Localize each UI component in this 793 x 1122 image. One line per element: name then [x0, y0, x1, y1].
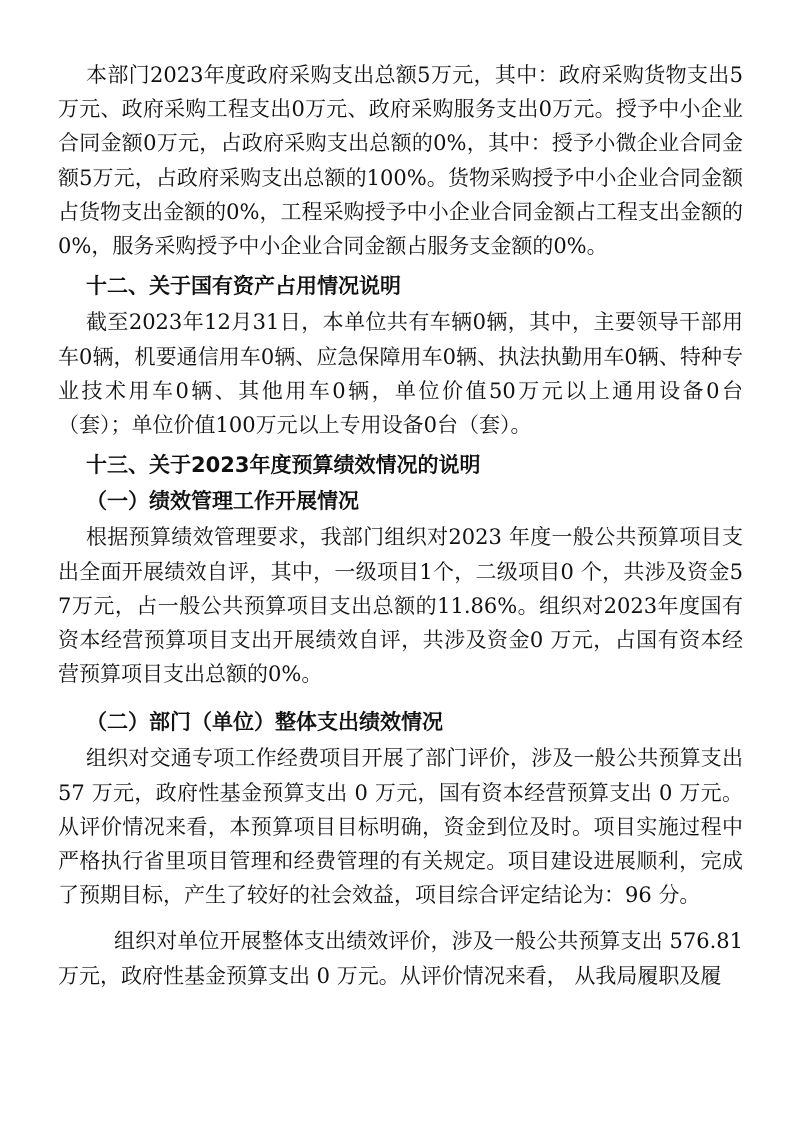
- overall-paragraph-1: 组织对交通专项工作经费项目开展了部门评价，涉及一般公共预算支出 57 万元，政府性基金预算支出 0 万元，国有资本经营预算支出 0 万元。从评价情况来看，本预算项目目标明确，资金到位及时。项目实施过程中严格执行省里项目管理和经费管理的有关规定。项目建设进展顺利，完成了预期目标，产生了较好的社会效益，项目综合评定结论为：96 分。: [58, 746, 743, 908]
- procurement-paragraph: 本部门2023年度政府采购支出总额5万元，其中：政府采购货物支出5万元、政府采购工程支出0万元、政府采购服务支出0万元。授予中小企业合同金额0万元，占政府采购支出总额的0%，其中：授予小微企业合同金额5万元，占政府采购支出总额的100%。货物采购授予中小企业合同金额占货物支出金额的0%，工程采购授予中小企业合同金额占工程支出金额的0%，服务采购授予中小企业合同金额占服务支金额的0%。: [58, 63, 743, 259]
- management-heading: （一）绩效管理工作开展情况: [86, 489, 359, 514]
- assets-heading: 十二、关于国有资产占用情况说明: [86, 274, 401, 299]
- assets-paragraph-block: [58, 305, 743, 442]
- performance-heading: 十三、关于2023年度预算绩效情况的说明: [86, 453, 481, 478]
- overall-paragraph-2-block: [58, 924, 743, 992]
- overall-paragraph-2: 组织对单位开展整体支出绩效评价，涉及一般公共预算支出 576.81万元，政府性基金预算支出 0 万元。从评价情况来看， 从我局履职及履: [58, 929, 743, 988]
- overall-heading: （二）部门（单位）整体支出绩效情况: [86, 710, 443, 735]
- overall-paragraph-1-block: [58, 741, 743, 912]
- management-paragraph: 根据预算绩效管理要求，我部门组织对2023 年度一般公共预算项目支出全面开展绩效自评，其中，一级项目1个，二级项目0 个，共涉及资金57万元，占一般公共预算项目支出总额的11.86%。组织对2023年度国有资本经营预算项目支出开展绩效自评，共涉及资金0 万元，占国有资本经营预算项目支出总额的0%。: [58, 525, 743, 687]
- management-paragraph-block: [58, 520, 743, 691]
- procurement-paragraph-block: [58, 58, 743, 263]
- assets-paragraph: 截至2023年12月31日，本单位共有车辆0辆，其中，主要领导干部用车0辆，机要通信用车0辆、应急保障用车0辆、执法执勤用车0辆、特种专业技术用车0辆、其他用车0辆，单位价值50万元以上通用设备0台（套）；单位价值100万元以上专用设备0台（套）。: [58, 310, 743, 438]
